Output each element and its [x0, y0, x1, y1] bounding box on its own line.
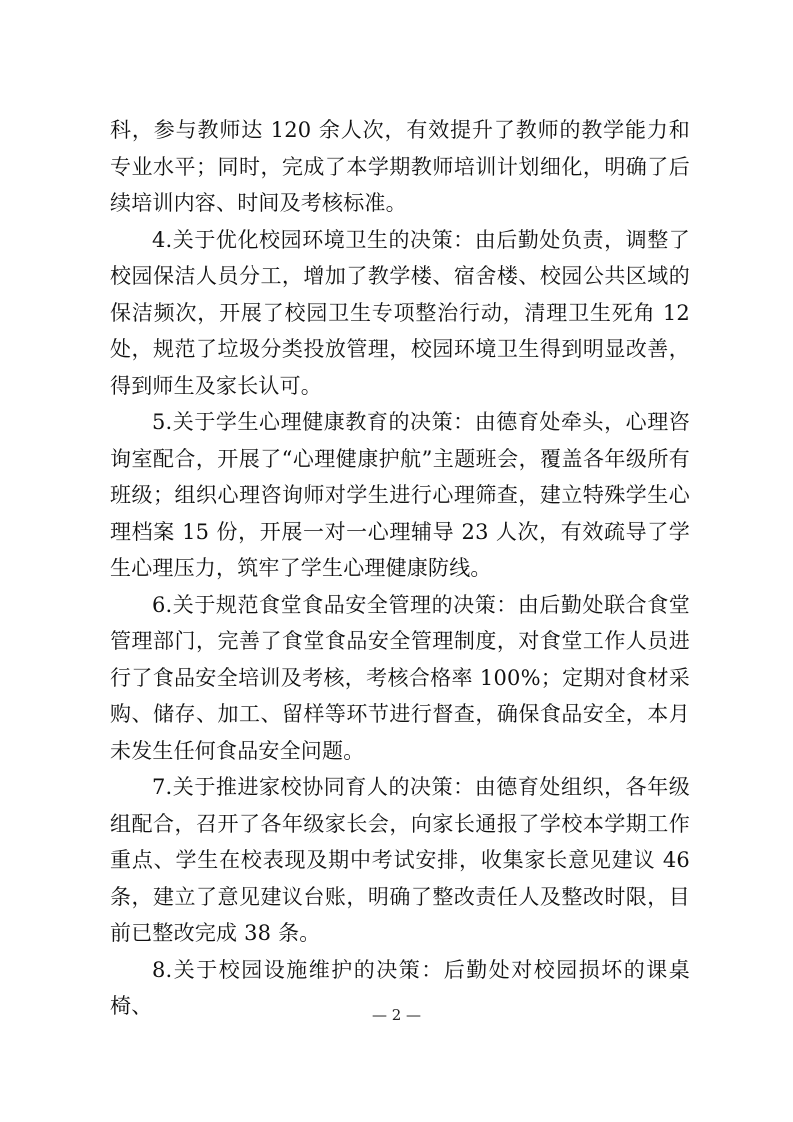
page-number: — 2 —: [371, 1006, 422, 1024]
paragraph-item-5-mental-health: 5.关于学生心理健康教育的决策：由德育处牵头，心理咨询室配合，开展了“心理健康护航”主题班会，覆盖各年级所有班级；组织心理咨询师对学生进行心理筛查，建立特殊学生心理档案 15 份，开展一对一心理辅导 23 人次，有效疏导了学生心理压力，筑牢了学生心理健康防线。: [110, 410, 690, 580]
document-body: [110, 112, 690, 1025]
paragraph-item-7-home-school: 7.关于推进家校协同育人的决策：由德育处组织，各年级组配合，召开了各年级家长会，向家长通报了学校本学期工作重点、学生在校表现及期中考试安排，收集家长意见建议 46 条，建立了意见建议台账，明确了整改责任人及整改时限，目前已整改完成 38 条。: [110, 775, 690, 945]
paragraph-item-6-food-safety: 6.关于规范食堂食品安全管理的决策：由后勤处联合食堂管理部门，完善了食堂食品安全管理制度，对食堂工作人员进行了食品安全培训及考核，考核合格率 100%；定期对食材采购、储存、加工、留样等环节进行督查，确保食品安全，本月未发生任何食品安全问题。: [110, 592, 690, 763]
paragraph-item-8-facilities: 8.关于校园设施维护的决策：后勤处对校园损坏的课桌椅、: [110, 957, 690, 1018]
paragraph-item-4-environment: 4.关于优化校园环境卫生的决策：由后勤处负责，调整了校园保洁人员分工，增加了教学楼、宿舍楼、校园公共区域的保洁频次，开展了校园卫生专项整治行动，清理卫生死角 12 处，规范了垃圾分类投放管理，校园环境卫生得到明显改善，得到师生及家长认可。: [110, 227, 690, 398]
paragraph-continued-training: 科，参与教师达 120 余人次，有效提升了教师的教学能力和专业水平；同时，完成了本学期教师培训计划细化，明确了后续培训内容、时间及考核标准。: [110, 118, 690, 215]
